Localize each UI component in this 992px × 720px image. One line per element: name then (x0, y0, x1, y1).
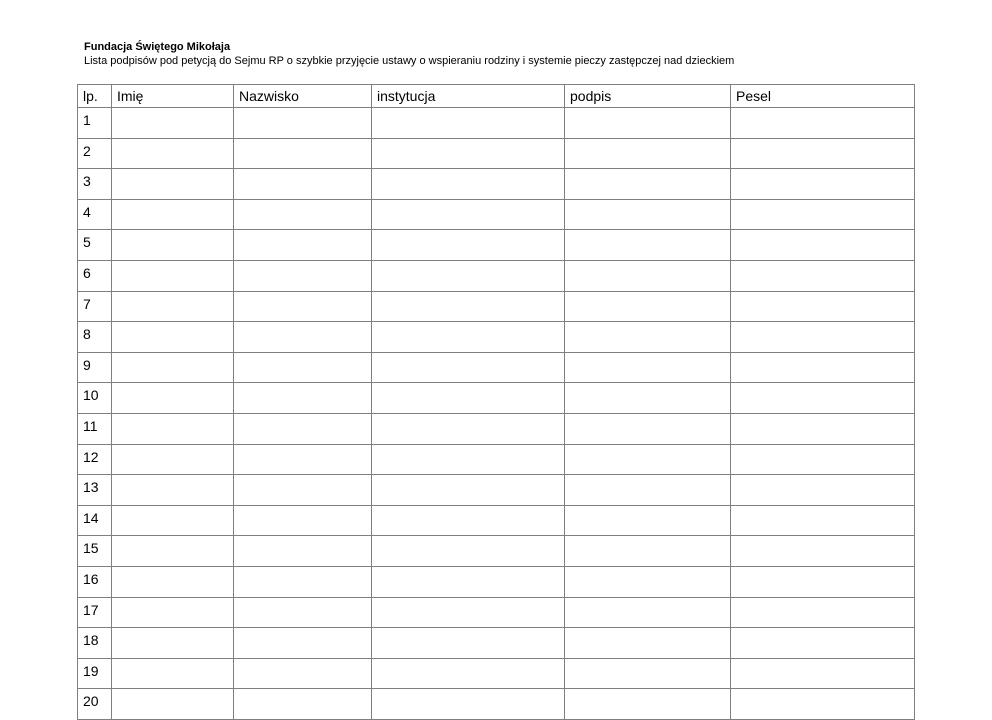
first-name-cell (112, 658, 234, 689)
institution-cell (372, 169, 565, 200)
pesel-cell (731, 108, 915, 139)
first-name-cell (112, 413, 234, 444)
pesel-cell (731, 230, 915, 261)
row-number-cell: 14 (78, 505, 112, 536)
signature-cell (565, 322, 731, 353)
table-row (78, 260, 915, 291)
last-name-cell (234, 658, 372, 689)
last-name-cell (234, 566, 372, 597)
last-name-cell (234, 444, 372, 475)
table-row (78, 138, 915, 169)
signature-cell (565, 138, 731, 169)
row-number-cell: 10 (78, 383, 112, 414)
last-name-cell (234, 352, 372, 383)
table-row (78, 199, 915, 230)
pesel-cell (731, 689, 915, 720)
first-name-cell (112, 138, 234, 169)
signature-cell (565, 230, 731, 261)
last-name-cell (234, 689, 372, 720)
first-name-cell (112, 689, 234, 720)
institution-cell (372, 689, 565, 720)
column-header-lp: lp. (78, 85, 112, 108)
pesel-cell (731, 291, 915, 322)
signature-cell (565, 628, 731, 659)
table-row (78, 413, 915, 444)
first-name-cell (112, 352, 234, 383)
organization-name: Fundacja Świętego Mikołaja (84, 41, 231, 53)
row-number-cell: 12 (78, 444, 112, 475)
row-number-cell: 15 (78, 536, 112, 567)
pesel-cell (731, 413, 915, 444)
row-number-cell: 16 (78, 566, 112, 597)
first-name-cell (112, 291, 234, 322)
row-number-cell: 17 (78, 597, 112, 628)
first-name-cell (112, 475, 234, 506)
signature-cell (565, 199, 731, 230)
pesel-cell (731, 536, 915, 567)
last-name-cell (234, 108, 372, 139)
first-name-cell (112, 505, 234, 536)
institution-cell (372, 138, 565, 169)
signature-cell (565, 444, 731, 475)
institution-cell (372, 108, 565, 139)
pesel-cell (731, 628, 915, 659)
first-name-cell (112, 536, 234, 567)
row-number-cell: 13 (78, 475, 112, 506)
signature-cell (565, 169, 731, 200)
institution-cell (372, 536, 565, 567)
first-name-cell (112, 322, 234, 353)
signature-cell (565, 505, 731, 536)
row-number-cell: 7 (78, 291, 112, 322)
signature-cell (565, 566, 731, 597)
table-row (78, 658, 915, 689)
first-name-cell (112, 383, 234, 414)
signature-cell (565, 352, 731, 383)
first-name-cell (112, 169, 234, 200)
table-row (78, 597, 915, 628)
institution-cell (372, 322, 565, 353)
table-header-row (78, 85, 915, 108)
first-name-cell (112, 230, 234, 261)
last-name-cell (234, 291, 372, 322)
pesel-cell (731, 322, 915, 353)
table-row (78, 169, 915, 200)
institution-cell (372, 230, 565, 261)
table-row (78, 628, 915, 659)
first-name-cell (112, 199, 234, 230)
row-number-cell: 8 (78, 322, 112, 353)
column-header-pesel: Pesel (731, 85, 915, 108)
pesel-cell (731, 444, 915, 475)
institution-cell (372, 505, 565, 536)
institution-cell (372, 628, 565, 659)
row-number-cell: 3 (78, 169, 112, 200)
table-body (78, 108, 915, 720)
row-number-cell: 9 (78, 352, 112, 383)
institution-cell (372, 199, 565, 230)
institution-cell (372, 260, 565, 291)
signature-cell (565, 475, 731, 506)
row-number-cell: 1 (78, 108, 112, 139)
signature-cell (565, 383, 731, 414)
table-row (78, 536, 915, 567)
signature-cell (565, 291, 731, 322)
last-name-cell (234, 199, 372, 230)
last-name-cell (234, 505, 372, 536)
pesel-cell (731, 475, 915, 506)
institution-cell (372, 566, 565, 597)
signature-table (77, 84, 915, 720)
table-row (78, 475, 915, 506)
institution-cell (372, 291, 565, 322)
last-name-cell (234, 138, 372, 169)
first-name-cell (112, 444, 234, 475)
row-number-cell: 2 (78, 138, 112, 169)
row-number-cell: 20 (78, 689, 112, 720)
signature-cell (565, 260, 731, 291)
column-header-last-name: Nazwisko (234, 85, 372, 108)
first-name-cell (112, 597, 234, 628)
column-header-first-name: Imię (112, 85, 234, 108)
first-name-cell (112, 628, 234, 659)
signature-cell (565, 689, 731, 720)
document-header (84, 40, 734, 68)
institution-cell (372, 413, 565, 444)
first-name-cell (112, 566, 234, 597)
last-name-cell (234, 597, 372, 628)
last-name-cell (234, 230, 372, 261)
pesel-cell (731, 169, 915, 200)
institution-cell (372, 475, 565, 506)
last-name-cell (234, 475, 372, 506)
pesel-cell (731, 352, 915, 383)
row-number-cell: 5 (78, 230, 112, 261)
first-name-cell (112, 108, 234, 139)
row-number-cell: 4 (78, 199, 112, 230)
pesel-cell (731, 658, 915, 689)
table-row (78, 689, 915, 720)
last-name-cell (234, 322, 372, 353)
table-row (78, 352, 915, 383)
table-row (78, 383, 915, 414)
pesel-cell (731, 505, 915, 536)
signature-cell (565, 658, 731, 689)
table-row (78, 291, 915, 322)
table-row (78, 230, 915, 261)
institution-cell (372, 352, 565, 383)
row-number-cell: 19 (78, 658, 112, 689)
institution-cell (372, 383, 565, 414)
pesel-cell (731, 260, 915, 291)
pesel-cell (731, 597, 915, 628)
signature-cell (565, 536, 731, 567)
institution-cell (372, 658, 565, 689)
table-row (78, 505, 915, 536)
last-name-cell (234, 260, 372, 291)
last-name-cell (234, 169, 372, 200)
row-number-cell: 18 (78, 628, 112, 659)
signature-cell (565, 597, 731, 628)
first-name-cell (112, 260, 234, 291)
pesel-cell (731, 138, 915, 169)
pesel-cell (731, 199, 915, 230)
table-row (78, 566, 915, 597)
last-name-cell (234, 413, 372, 444)
table-row (78, 444, 915, 475)
institution-cell (372, 444, 565, 475)
last-name-cell (234, 628, 372, 659)
pesel-cell (731, 566, 915, 597)
table-row (78, 322, 915, 353)
row-number-cell: 6 (78, 260, 112, 291)
pesel-cell (731, 383, 915, 414)
last-name-cell (234, 383, 372, 414)
table-row (78, 108, 915, 139)
last-name-cell (234, 536, 372, 567)
row-number-cell: 11 (78, 413, 112, 444)
column-header-institution: instytucja (372, 85, 565, 108)
institution-cell (372, 597, 565, 628)
signature-cell (565, 108, 731, 139)
signature-cell (565, 413, 731, 444)
document-subtitle: Lista podpisów pod petycją do Sejmu RP o szybkie przyjęcie ustawy o wspieraniu rodziny i systemie pieczy zastępczej nad dzieckiem (84, 55, 735, 67)
column-header-signature: podpis (565, 85, 731, 108)
